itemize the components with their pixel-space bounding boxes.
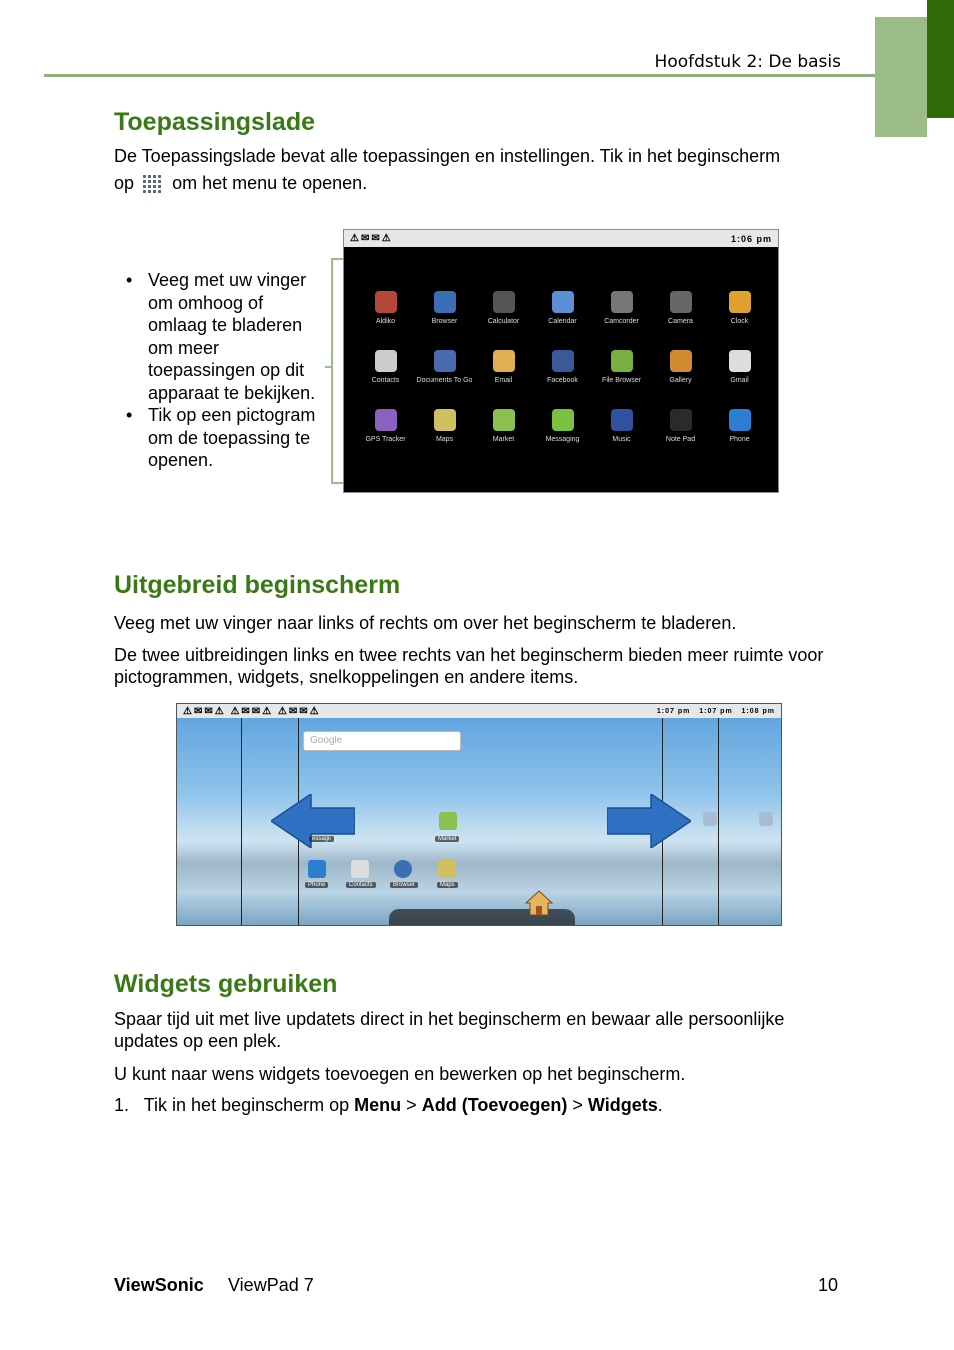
music-icon	[611, 409, 633, 431]
app-label: Aldiko	[375, 318, 396, 325]
home-icon	[525, 890, 553, 916]
app-label: GPS Tracker	[365, 436, 406, 443]
gmail-icon	[729, 350, 751, 372]
notification-icons: ⚠✉✉⚠ ⚠✉✉⚠ ⚠✉✉⚠	[183, 705, 321, 717]
menu-keyword: Menu	[354, 1095, 402, 1115]
app-label: Calculator	[487, 318, 520, 325]
app-label: Note Pad	[665, 436, 696, 443]
app-aldiko	[356, 291, 415, 350]
status-time: 1:06 pm	[730, 233, 772, 244]
extended-home-para-1: Veeg met uw vinger naar links of rechts om over het beginscherm te bladeren.	[114, 613, 737, 633]
app-label: Phone	[729, 436, 750, 443]
step-text: Tik in het beginscherm op	[143, 1095, 350, 1115]
status-bar	[344, 230, 778, 247]
app-label: Contacts	[371, 377, 400, 384]
app-grid	[344, 247, 778, 468]
contacts-icon	[351, 860, 369, 878]
app-file-browser	[592, 350, 651, 409]
calculator-icon	[493, 291, 515, 313]
app-label: Email	[494, 377, 513, 384]
calendar-icon	[552, 291, 574, 313]
status-time-1: 1:07 pm	[656, 707, 691, 715]
app-gps-tracker	[356, 409, 415, 468]
extended-home-para-2: De twee uitbreidingen links en twee rechts van het beginscherm bieden meer ruimte voor pictogrammen, widgets, snelkoppelingen en andere items.	[114, 645, 824, 687]
aldiko-icon	[375, 291, 397, 313]
app-label: Browser	[431, 318, 458, 325]
app-contacts	[356, 350, 415, 409]
gps-tracker-icon	[375, 409, 397, 431]
app-grid-icon	[143, 173, 163, 193]
callout-bracket	[331, 258, 343, 484]
app-drawer-intro-1: De Toepassingslade bevat alle toepassingen en instellingen. Tik in het beginscherm	[114, 146, 781, 166]
app-note-pad	[651, 409, 710, 468]
chapter-tab-dark	[927, 0, 954, 118]
market-icon	[439, 812, 457, 830]
app-label: Gallery	[669, 377, 692, 384]
step-sep: >	[406, 1095, 417, 1115]
intro-before: op	[114, 173, 135, 193]
widget-placeholder-icon	[759, 812, 773, 826]
documents-to-go-icon	[434, 350, 456, 372]
app-label: Calendar	[548, 318, 577, 325]
app-browser	[415, 291, 474, 350]
section-title-app-drawer: Toepassingslade	[114, 108, 315, 136]
status-time-3: 1:08 pm	[741, 707, 775, 715]
notification-icons: ⚠✉✉⚠	[350, 233, 393, 244]
maps-icon	[434, 409, 456, 431]
note-pad-icon	[670, 409, 692, 431]
section-title-extended-home: Uitgebreid beginscherm	[114, 571, 401, 599]
step-end: .	[657, 1095, 663, 1115]
app-label: Maps	[435, 436, 454, 443]
email-icon	[493, 350, 515, 372]
home-icon-label: essagii	[309, 836, 334, 842]
app-camcorder	[592, 291, 651, 350]
gallery-icon	[670, 350, 692, 372]
google-search-widget: Google	[303, 731, 461, 751]
step-1	[114, 1094, 663, 1116]
widgets-para-2: U kunt naar wens widgets toevoegen en bewerken op het beginscherm.	[114, 1064, 686, 1084]
app-drawer-bullets	[124, 269, 324, 472]
app-gmail	[710, 350, 769, 409]
home-icon-label: Market	[435, 836, 459, 842]
home-icon-label: Contacts	[346, 882, 376, 888]
footer-model: ViewPad 7	[228, 1275, 314, 1295]
browser-icon	[394, 860, 412, 878]
chapter-tab-light	[875, 17, 927, 137]
clock-icon	[729, 291, 751, 313]
home-icon-label: Phone	[305, 882, 328, 888]
app-messaging	[533, 409, 592, 468]
widget-placeholder-icon	[703, 812, 717, 826]
app-label: Camera	[668, 318, 693, 325]
app-camera	[651, 291, 710, 350]
bullet-swipe: • Veeg met uw vinger om omhoog of omlaag te bladeren om meer toepassingen op dit apparaat te bekijken.	[124, 269, 324, 404]
section-title-widgets: Widgets gebruiken	[114, 970, 338, 998]
app-email	[474, 350, 533, 409]
panel-divider	[241, 718, 242, 925]
app-label: Clock	[730, 318, 749, 325]
file-browser-icon	[611, 350, 633, 372]
phone-icon	[308, 860, 326, 878]
app-clock	[710, 291, 769, 350]
app-calculator	[474, 291, 533, 350]
market-icon	[493, 409, 515, 431]
app-label: Facebook	[547, 377, 578, 384]
app-drawer-intro-2	[114, 172, 844, 194]
browser-icon	[434, 291, 456, 313]
panel-divider	[718, 718, 719, 925]
chapter-header: Hoofdstuk 2: De basis	[654, 52, 841, 72]
phone-icon	[729, 409, 751, 431]
add-keyword: Add (Toevoegen)	[421, 1095, 568, 1115]
app-label: Music	[612, 436, 631, 443]
messaging-icon	[552, 409, 574, 431]
widgets-para-1: Spaar tijd uit met live updatets direct in het beginscherm en bewaar alle persoonlijke updates op een plek.	[114, 1009, 785, 1051]
footer-brand: ViewSonic	[114, 1275, 204, 1295]
app-facebook	[533, 350, 592, 409]
app-label: Messaging	[545, 436, 580, 443]
contacts-icon	[375, 350, 397, 372]
footer-page-number: 10	[818, 1275, 839, 1295]
maps-icon	[438, 860, 456, 878]
app-music	[592, 409, 651, 468]
app-label: File Browser	[602, 377, 641, 384]
app-gallery	[651, 350, 710, 409]
arrow-right-icon	[607, 794, 691, 848]
app-maps	[415, 409, 474, 468]
status-time-2: 1:07 pm	[699, 707, 733, 715]
camcorder-icon	[611, 291, 633, 313]
app-label: Market	[492, 436, 515, 443]
app-drawer-screenshot	[343, 229, 779, 493]
extended-home-screenshot	[176, 703, 782, 926]
callout-bracket-tick	[325, 366, 332, 368]
home-icon-label: Browser	[390, 882, 418, 888]
step-sep: >	[572, 1095, 583, 1115]
widgets-keyword: Widgets	[587, 1095, 658, 1115]
app-label: Camcorder	[604, 318, 639, 325]
app-label: Documents To Go	[416, 377, 473, 384]
camera-icon	[670, 291, 692, 313]
app-market	[474, 409, 533, 468]
app-documents-to-go	[415, 350, 474, 409]
header-rule	[44, 74, 875, 77]
intro-after: om het menu te openen.	[172, 173, 368, 193]
bullet-tap: • Tik op een pictogram om de toepassing te openen.	[124, 404, 324, 472]
app-calendar	[533, 291, 592, 350]
status-bar-multi	[177, 704, 781, 718]
app-phone	[710, 409, 769, 468]
step-number: 1.	[114, 1095, 130, 1115]
facebook-icon	[552, 350, 574, 372]
home-icon-label: Maps	[437, 882, 458, 888]
app-label: Gmail	[730, 377, 749, 384]
